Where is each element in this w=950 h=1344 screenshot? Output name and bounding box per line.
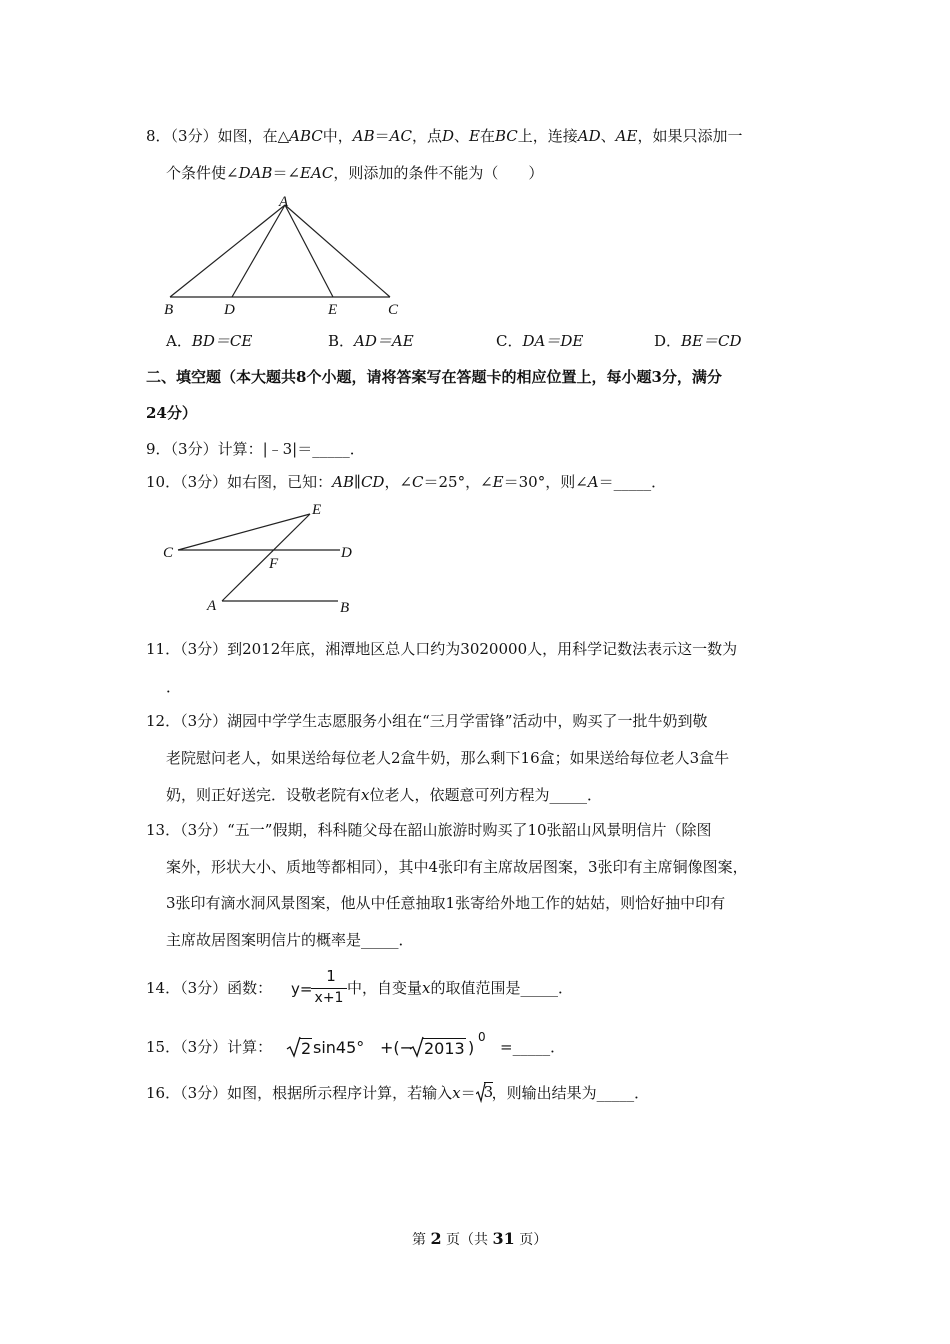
- q13-line4: 主席故居图案明信片的概率是_____．: [166, 931, 414, 949]
- q15-prefix: 15．（3分）计算：: [146, 1038, 273, 1056]
- q13-line2: 案外，形状大小、质地等都相同），其中4张印有主席故居图案，3张印有主席铜像图案，: [166, 858, 748, 876]
- q16-text: 16．（3分）如图，根据所示程序计算，若输入x＝ 3 ，则输出结果为_____．: [146, 1083, 650, 1102]
- q15-radicand-1: 2: [301, 1039, 312, 1058]
- q8-option-b[interactable]: B．AD＝AE: [328, 332, 414, 350]
- q14-prefix: 14．（3分）函数：: [146, 979, 273, 997]
- q8-option-d[interactable]: D．BE＝CD: [654, 332, 742, 350]
- q10-text: 10．（3分）如右图，已知：AB∥CD，∠C＝25°，∠E＝30°，则∠A＝_____．: [146, 473, 667, 491]
- q11-line1: 11．（3分）到2012年底，湘潭地区总人口约为3020000人，用科学记数法表示这一数为: [146, 640, 738, 658]
- label-c: C: [163, 545, 174, 561]
- q14-denominator: x+1: [314, 990, 344, 1006]
- q15-expression: [286, 1030, 506, 1062]
- q15-close-paren: ): [468, 1038, 475, 1057]
- q15-exponent: 0: [478, 1030, 486, 1044]
- q12-line3: 奶，则正好送完．设敬老院有x位老人，依题意可列方程为_____．: [166, 786, 602, 804]
- q15-radicand-2: 2013: [424, 1039, 465, 1058]
- q13-line1: 13．（3分）“五一”假期，科科随父母在韶山旅游时购买了10张韶山风景明信片（除图: [146, 821, 712, 839]
- label-d: D: [224, 302, 235, 318]
- label-b: B: [340, 600, 350, 616]
- q12-line2: 老院慰问老人，如果送给每位老人2盒牛奶，那么剩下16盒；如果送给每位老人3盒牛: [166, 749, 730, 767]
- label-b: B: [164, 302, 174, 318]
- q14-function-formula: [291, 967, 351, 1011]
- label-c: C: [388, 302, 399, 318]
- q9: 9．（3分）计算：|﹣3|＝_____．: [146, 440, 365, 458]
- q12-line1: 12．（3分）湖园中学学生志愿服务小组在“三月学雷锋”活动中，购买了一批牛奶到敬: [146, 712, 708, 730]
- label-f: F: [269, 556, 279, 572]
- label-a: A: [279, 194, 289, 210]
- label-a: A: [207, 598, 217, 614]
- q11-line2: ．: [166, 678, 182, 696]
- q14-y: y=: [291, 980, 313, 998]
- q14-rest: 中，自变量x的取值范围是_____．: [347, 979, 573, 997]
- q8-line2: 个条件使∠DAB＝∠EAC，则添加的条件不能为（ ）: [166, 164, 544, 182]
- q8-triangle-figure: [150, 190, 410, 320]
- q16-sqrt: 3: [476, 1083, 492, 1101]
- q15-end: =_____．: [500, 1038, 566, 1056]
- label-d: D: [341, 545, 352, 561]
- page-number: 2: [430, 1229, 442, 1248]
- section2-heading-cont: 24分）: [146, 404, 197, 422]
- q15-sin: sin45°: [313, 1038, 365, 1057]
- q13-line3: 3张印有滴水洞风景图案，他从中任意抽取1张寄给外地工作的姑姑，则恰好抽中印有: [166, 894, 726, 912]
- q8-option-a[interactable]: A．BD＝CE: [166, 332, 253, 350]
- q14-numerator: 1: [326, 967, 336, 985]
- total-pages: 31: [492, 1229, 515, 1248]
- page-footer: 第 2 页（共 31 页）: [412, 1229, 548, 1248]
- q15-plus: +(−: [380, 1038, 414, 1057]
- section2-heading: 二、填空题（本大题共8个小题，请将答案写在答题卡的相应位置上，每小题3分，满分: [146, 368, 722, 386]
- q8-option-c[interactable]: C．DA＝DE: [496, 332, 584, 350]
- q10-parallel-figure: [150, 496, 370, 620]
- q14-fraction-bar: [311, 988, 347, 989]
- label-e: E: [328, 302, 338, 318]
- label-e: E: [312, 502, 322, 518]
- q8-line1: 8．（3分）如图，在△ABC中，AB＝AC，点D、E在BC上，连接AD、AE，如果只添加一: [146, 127, 743, 145]
